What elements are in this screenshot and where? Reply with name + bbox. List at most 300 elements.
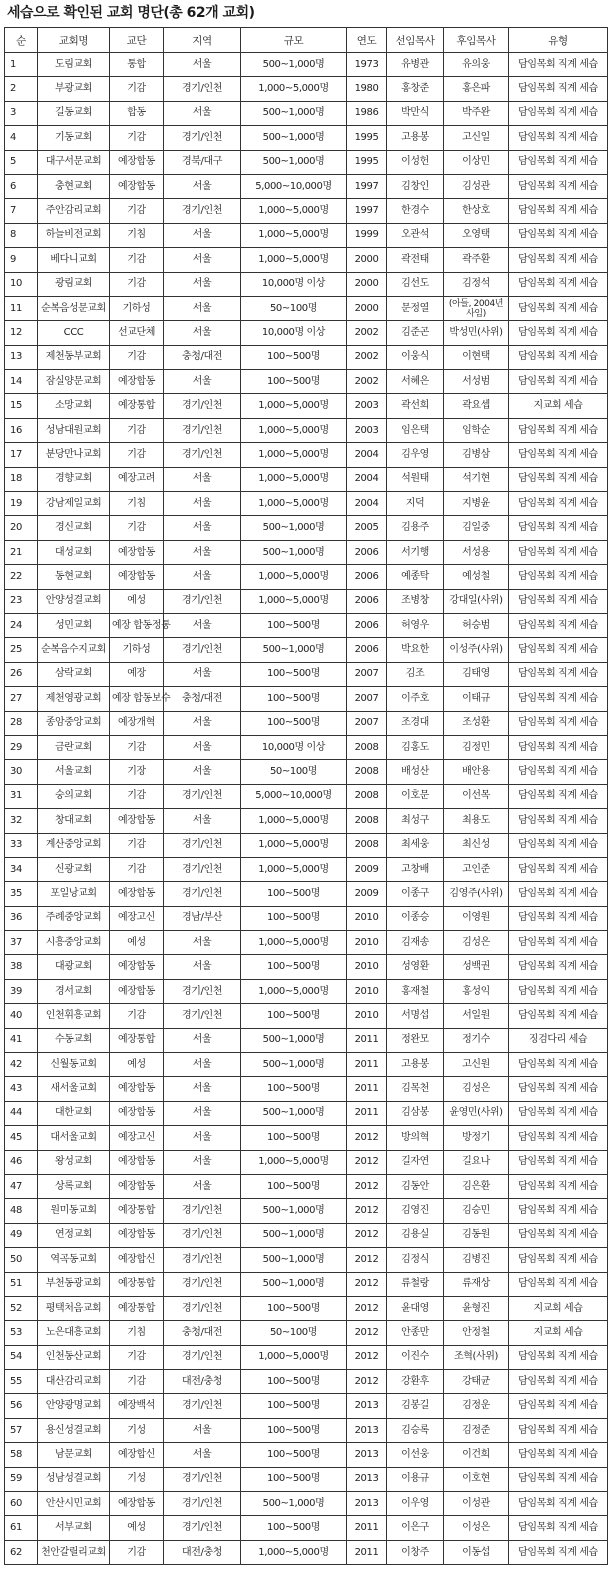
church-name: 광림교회 [38, 272, 110, 296]
succession-type: 담임목회 직계 세습 [509, 1394, 608, 1418]
region: 서울 [164, 1077, 241, 1101]
row-number: 23 [5, 589, 38, 613]
succession-type: 담임목회 직계 세습 [509, 955, 608, 979]
church-name: 기동교회 [38, 126, 110, 150]
predecessor-pastor: 홍창준 [387, 77, 444, 101]
year: 2011 [347, 1077, 387, 1101]
table-row [5, 1467, 608, 1491]
successor-pastor: 고신원 [444, 1053, 509, 1077]
predecessor-pastor: 길자연 [387, 1150, 444, 1174]
row-number: 4 [5, 126, 38, 150]
year: 2008 [347, 809, 387, 833]
church-name: 신광교회 [38, 857, 110, 881]
table-row [5, 1248, 608, 1272]
year: 2006 [347, 589, 387, 613]
row-number: 34 [5, 857, 38, 881]
row-number: 19 [5, 492, 38, 516]
row-number: 13 [5, 345, 38, 369]
row-number: 35 [5, 882, 38, 906]
denomination: 예장합동 [110, 1101, 164, 1125]
denomination: 예성 [110, 589, 164, 613]
denomination: 합동 [110, 101, 164, 125]
predecessor-pastor: 박요한 [387, 638, 444, 662]
row-number: 3 [5, 101, 38, 125]
size: 1,000~5,000명 [241, 418, 347, 442]
size: 100~500명 [241, 1418, 347, 1442]
table-row [5, 1492, 608, 1516]
size: 1,000~5,000명 [241, 199, 347, 223]
denomination: 기감 [110, 833, 164, 857]
predecessor-pastor: 이창주 [387, 1540, 444, 1564]
successor-pastor: 김정석 [444, 272, 509, 296]
row-number: 47 [5, 1174, 38, 1198]
predecessor-pastor: 조병창 [387, 589, 444, 613]
succession-type: 담임목회 직계 세습 [509, 1199, 608, 1223]
region: 서울 [164, 955, 241, 979]
size: 1,000~5,000명 [241, 1345, 347, 1369]
row-number: 22 [5, 565, 38, 589]
successor-pastor: 이동섭 [444, 1540, 509, 1564]
successor-pastor: 김승민 [444, 1199, 509, 1223]
region: 서울 [164, 272, 241, 296]
church-name: 원미동교회 [38, 1199, 110, 1223]
region: 서울 [164, 1150, 241, 1174]
table-row [5, 613, 608, 637]
year: 2011 [347, 1028, 387, 1052]
church-name: 평택처음교회 [38, 1296, 110, 1320]
predecessor-pastor: 이용규 [387, 1467, 444, 1491]
succession-type: 담임목회 직계 세습 [509, 1004, 608, 1028]
denomination: 예장합동 [110, 979, 164, 1003]
succession-type: 담임목회 직계 세습 [509, 1150, 608, 1174]
successor-pastor: 지병윤 [444, 492, 509, 516]
church-name: 금란교회 [38, 735, 110, 759]
year: 2013 [347, 1492, 387, 1516]
predecessor-pastor: 이웅식 [387, 345, 444, 369]
region: 서울 [164, 223, 241, 247]
succession-type: 담임목회 직계 세습 [509, 516, 608, 540]
row-number: 28 [5, 711, 38, 735]
region: 경기/인천 [164, 443, 241, 467]
table-row [5, 223, 608, 247]
predecessor-pastor: 김삼봉 [387, 1101, 444, 1125]
successor-pastor: 윤형진 [444, 1296, 509, 1320]
table-row [5, 979, 608, 1003]
region: 경기/인천 [164, 1272, 241, 1296]
header-cell: 후임목사 [444, 28, 509, 53]
predecessor-pastor: 서혜은 [387, 370, 444, 394]
predecessor-pastor: 성영환 [387, 955, 444, 979]
row-number: 54 [5, 1345, 38, 1369]
successor-pastor: 서성범 [444, 370, 509, 394]
size: 500~1,000명 [241, 638, 347, 662]
denomination: 예장백석 [110, 1394, 164, 1418]
table-row [5, 516, 608, 540]
church-name: 연정교회 [38, 1223, 110, 1247]
predecessor-pastor: 김정식 [387, 1248, 444, 1272]
row-number: 57 [5, 1418, 38, 1442]
successor-pastor: 길요나 [444, 1150, 509, 1174]
year: 2008 [347, 784, 387, 808]
succession-type: 담임목회 직계 세습 [509, 248, 608, 272]
row-number: 8 [5, 223, 38, 247]
denomination: 기감 [110, 1004, 164, 1028]
succession-type: 지교회 세습 [509, 1296, 608, 1320]
predecessor-pastor: 김우영 [387, 443, 444, 467]
denomination: 기감 [110, 735, 164, 759]
table-body [5, 53, 608, 1565]
succession-type: 담임목회 직계 세습 [509, 126, 608, 150]
row-number: 53 [5, 1321, 38, 1345]
size: 1,000~5,000명 [241, 979, 347, 1003]
table-row [5, 101, 608, 125]
table-row [5, 296, 608, 320]
succession-type: 담임목회 직계 세습 [509, 199, 608, 223]
table-row [5, 1370, 608, 1394]
size: 500~1,000명 [241, 1101, 347, 1125]
region: 경기/인천 [164, 77, 241, 101]
church-name: 삼락교회 [38, 662, 110, 686]
predecessor-pastor: 강환후 [387, 1370, 444, 1394]
predecessor-pastor: 김봉길 [387, 1394, 444, 1418]
region: 서울 [164, 1174, 241, 1198]
table-row [5, 1174, 608, 1198]
predecessor-pastor: 고용봉 [387, 126, 444, 150]
row-number: 29 [5, 735, 38, 759]
year: 2013 [347, 1443, 387, 1467]
year: 1997 [347, 174, 387, 198]
predecessor-pastor: 이성헌 [387, 150, 444, 174]
predecessor-pastor: 김조 [387, 662, 444, 686]
region: 서울 [164, 760, 241, 784]
year: 2002 [347, 321, 387, 345]
denomination: 예장합동 [110, 370, 164, 394]
church-name: 제천동부교회 [38, 345, 110, 369]
denomination: 예성 [110, 931, 164, 955]
size: 500~1,000명 [241, 1492, 347, 1516]
denomination: 예장 합동정통 [110, 613, 164, 637]
table-row [5, 174, 608, 198]
denomination: 기감 [110, 126, 164, 150]
successor-pastor: 김성관 [444, 174, 509, 198]
predecessor-pastor: 예종탁 [387, 565, 444, 589]
table-row [5, 272, 608, 296]
succession-type: 담임목회 직계 세습 [509, 1467, 608, 1491]
successor-pastor: 박주완 [444, 101, 509, 125]
successor-pastor: 이성주(사위) [444, 638, 509, 662]
church-name: 대서울교회 [38, 1126, 110, 1150]
church-name: 하늘비전교회 [38, 223, 110, 247]
size: 500~1,000명 [241, 126, 347, 150]
predecessor-pastor: 이진수 [387, 1345, 444, 1369]
denomination: 기장 [110, 760, 164, 784]
predecessor-pastor: 석원태 [387, 467, 444, 491]
succession-type: 담임목회 직계 세습 [509, 1370, 608, 1394]
predecessor-pastor: 조경대 [387, 711, 444, 735]
predecessor-pastor: 최성구 [387, 809, 444, 833]
region: 경남/부산 [164, 906, 241, 930]
size: 100~500명 [241, 345, 347, 369]
church-name: 시흥중앙교회 [38, 931, 110, 955]
region: 서울 [164, 931, 241, 955]
successor-pastor: 김영주(사위) [444, 882, 509, 906]
denomination: 예장합동 [110, 1174, 164, 1198]
denomination: 예장통합 [110, 1028, 164, 1052]
successor-pastor: 김은환 [444, 1174, 509, 1198]
row-number: 26 [5, 662, 38, 686]
region: 충청/대전 [164, 345, 241, 369]
year: 2006 [347, 565, 387, 589]
header-row [5, 28, 608, 53]
denomination: 기감 [110, 199, 164, 223]
region: 경기/인천 [164, 418, 241, 442]
year: 2010 [347, 906, 387, 930]
row-number: 49 [5, 1223, 38, 1247]
denomination: 기감 [110, 1345, 164, 1369]
table-row [5, 126, 608, 150]
denomination: 기성 [110, 1467, 164, 1491]
denomination: 선교단체 [110, 321, 164, 345]
year: 2010 [347, 979, 387, 1003]
successor-pastor: 정기수 [444, 1028, 509, 1052]
size: 100~500명 [241, 687, 347, 711]
row-number: 17 [5, 443, 38, 467]
denomination: 기감 [110, 418, 164, 442]
year: 2007 [347, 662, 387, 686]
successor-pastor: 이영원 [444, 906, 509, 930]
successor-pastor: 곽요셉 [444, 394, 509, 418]
year: 2012 [347, 1150, 387, 1174]
succession-type: 담임목회 직계 세습 [509, 809, 608, 833]
succession-type: 담임목회 직계 세습 [509, 1516, 608, 1540]
predecessor-pastor: 김승록 [387, 1418, 444, 1442]
church-name: 베다니교회 [38, 248, 110, 272]
region: 대전/충청 [164, 1370, 241, 1394]
predecessor-pastor: 곽선희 [387, 394, 444, 418]
year: 2010 [347, 1004, 387, 1028]
denomination: 예장합동 [110, 150, 164, 174]
size: 100~500명 [241, 1126, 347, 1150]
row-number: 42 [5, 1053, 38, 1077]
region: 경기/인천 [164, 979, 241, 1003]
church-name: 안양광명교회 [38, 1394, 110, 1418]
successor-pastor: 강대일(사위) [444, 589, 509, 613]
successor-pastor: 윤영민(사위) [444, 1101, 509, 1125]
size: 1,000~5,000명 [241, 1150, 347, 1174]
church-name: 대산감리교회 [38, 1370, 110, 1394]
region: 경기/인천 [164, 1004, 241, 1028]
church-name: 순복음수지교회 [38, 638, 110, 662]
year: 2012 [347, 1248, 387, 1272]
year: 1986 [347, 101, 387, 125]
size: 500~1,000명 [241, 53, 347, 77]
successor-pastor: 이태규 [444, 687, 509, 711]
church-name: 서부교회 [38, 1516, 110, 1540]
region: 서울 [164, 662, 241, 686]
predecessor-pastor: 배성산 [387, 760, 444, 784]
row-number: 15 [5, 394, 38, 418]
church-name: 도림교회 [38, 53, 110, 77]
region: 경기/인천 [164, 833, 241, 857]
denomination: 예장합동 [110, 882, 164, 906]
church-name: 경향교회 [38, 467, 110, 491]
succession-type: 지교회 세습 [509, 1321, 608, 1345]
size: 500~1,000명 [241, 516, 347, 540]
succession-type: 담임목회 직계 세습 [509, 1345, 608, 1369]
row-number: 51 [5, 1272, 38, 1296]
successor-pastor: 홍성익 [444, 979, 509, 1003]
size: 100~500명 [241, 1296, 347, 1320]
table-row [5, 1443, 608, 1467]
succession-type: 담임목회 직계 세습 [509, 1174, 608, 1198]
year: 2005 [347, 516, 387, 540]
size: 5,000~10,000명 [241, 784, 347, 808]
table-row [5, 1150, 608, 1174]
table-row [5, 1296, 608, 1320]
denomination: 예장합동 [110, 955, 164, 979]
successor-pastor: 이상민 [444, 150, 509, 174]
size: 100~500명 [241, 1174, 347, 1198]
size: 1,000~5,000명 [241, 248, 347, 272]
church-name: 숭의교회 [38, 784, 110, 808]
size: 100~500명 [241, 1467, 347, 1491]
successor-pastor: 김태영 [444, 662, 509, 686]
predecessor-pastor: 오관석 [387, 223, 444, 247]
denomination: 기침 [110, 492, 164, 516]
predecessor-pastor: 이종승 [387, 906, 444, 930]
denomination: 예장합동 [110, 809, 164, 833]
predecessor-pastor: 이선웅 [387, 1443, 444, 1467]
region: 경기/인천 [164, 857, 241, 881]
table-row [5, 492, 608, 516]
region: 서울 [164, 516, 241, 540]
year: 2004 [347, 467, 387, 491]
predecessor-pastor: 서명섭 [387, 1004, 444, 1028]
succession-type: 담임목회 직계 세습 [509, 1492, 608, 1516]
header-cell: 규모 [241, 28, 347, 53]
successor-pastor: 허승범 [444, 613, 509, 637]
denomination: 기감 [110, 1370, 164, 1394]
successor-pastor: 이건희 [444, 1443, 509, 1467]
successor-pastor: 김병진 [444, 1248, 509, 1272]
succession-type: 담임목회 직계 세습 [509, 735, 608, 759]
row-number: 25 [5, 638, 38, 662]
row-number: 30 [5, 760, 38, 784]
table-row [5, 1077, 608, 1101]
row-number: 40 [5, 1004, 38, 1028]
successor-pastor: 고신일 [444, 126, 509, 150]
row-number: 62 [5, 1540, 38, 1564]
table-row [5, 199, 608, 223]
successor-pastor: (아들, 2004년사임) [444, 296, 509, 320]
year: 2008 [347, 833, 387, 857]
church-name: 동현교회 [38, 565, 110, 589]
succession-type: 담임목회 직계 세습 [509, 1101, 608, 1125]
successor-pastor: 이호현 [444, 1467, 509, 1491]
church-name: 부천동광교회 [38, 1272, 110, 1296]
row-number: 11 [5, 296, 38, 320]
church-name: 신월동교회 [38, 1053, 110, 1077]
predecessor-pastor: 정완모 [387, 1028, 444, 1052]
region: 경기/인천 [164, 1223, 241, 1247]
table-row [5, 687, 608, 711]
table-row [5, 809, 608, 833]
denomination: 기감 [110, 1540, 164, 1564]
church-name: 종암중앙교회 [38, 711, 110, 735]
succession-type: 담임목회 직계 세습 [509, 1077, 608, 1101]
row-number: 48 [5, 1199, 38, 1223]
denomination: 예장합동 [110, 565, 164, 589]
church-name: 포일낭교회 [38, 882, 110, 906]
church-name: 남문교회 [38, 1443, 110, 1467]
size: 500~1,000명 [241, 1248, 347, 1272]
denomination: 예장 [110, 662, 164, 686]
succession-type: 담임목회 직계 세습 [509, 589, 608, 613]
succession-type: 징검다리 세습 [509, 1028, 608, 1052]
size: 1,000~5,000명 [241, 565, 347, 589]
table-row [5, 1345, 608, 1369]
year: 1973 [347, 53, 387, 77]
denomination: 기감 [110, 248, 164, 272]
predecessor-pastor: 한경수 [387, 199, 444, 223]
year: 2012 [347, 1296, 387, 1320]
year: 2012 [347, 1199, 387, 1223]
succession-type: 담임목회 직계 세습 [509, 101, 608, 125]
row-number: 7 [5, 199, 38, 223]
size: 100~500명 [241, 906, 347, 930]
succession-type: 담임목회 직계 세습 [509, 223, 608, 247]
predecessor-pastor: 김홍도 [387, 735, 444, 759]
region: 경기/인천 [164, 394, 241, 418]
church-name: 대한교회 [38, 1101, 110, 1125]
denomination: 예장 합동보수 [110, 687, 164, 711]
predecessor-pastor: 문정열 [387, 296, 444, 320]
row-number: 18 [5, 467, 38, 491]
church-name: 주안감리교회 [38, 199, 110, 223]
region: 경기/인천 [164, 1516, 241, 1540]
successor-pastor: 서성용 [444, 540, 509, 564]
region: 경기/인천 [164, 882, 241, 906]
denomination: 예장합동 [110, 1077, 164, 1101]
table-row [5, 1199, 608, 1223]
successor-pastor: 조성환 [444, 711, 509, 735]
row-number: 41 [5, 1028, 38, 1052]
region: 경기/인천 [164, 589, 241, 613]
table-row [5, 1004, 608, 1028]
denomination: 예장합신 [110, 1248, 164, 1272]
year: 2012 [347, 1370, 387, 1394]
predecessor-pastor: 홍재철 [387, 979, 444, 1003]
table-row [5, 540, 608, 564]
church-name: 안산시민교회 [38, 1492, 110, 1516]
predecessor-pastor: 김선도 [387, 272, 444, 296]
year: 1980 [347, 77, 387, 101]
denomination: 통합 [110, 53, 164, 77]
region: 경기/인천 [164, 1248, 241, 1272]
row-number: 36 [5, 906, 38, 930]
header-cell: 교회명 [38, 28, 110, 53]
church-name: 성민교회 [38, 613, 110, 637]
successor-pastor: 김일중 [444, 516, 509, 540]
succession-type: 담임목회 직계 세습 [509, 906, 608, 930]
church-name: 인천동산교회 [38, 1345, 110, 1369]
predecessor-pastor: 김영진 [387, 1199, 444, 1223]
succession-type: 담임목회 직계 세습 [509, 345, 608, 369]
size: 1,000~5,000명 [241, 492, 347, 516]
year: 2011 [347, 1053, 387, 1077]
church-name: 천안갈릴리교회 [38, 1540, 110, 1564]
successor-pastor: 박성민(사위) [444, 321, 509, 345]
